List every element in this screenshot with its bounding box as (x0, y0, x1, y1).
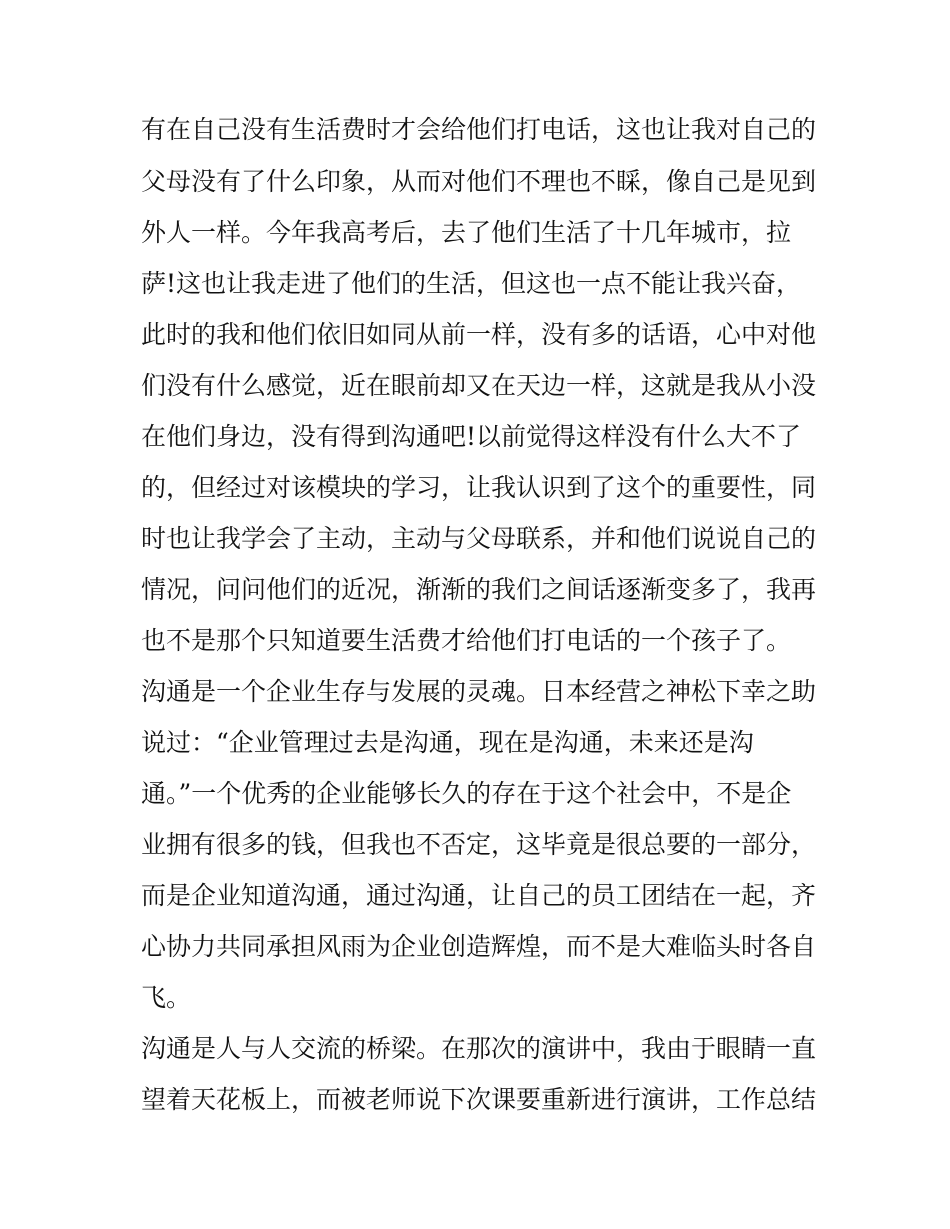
body-text-line: 情况，问问他们的近况，渐渐的我们之间话逐渐变多了，我再 (141, 575, 817, 604)
body-text-line: 业拥有很多的钱，但我也不否定，这毕竟是很总要的一部分， (141, 830, 817, 859)
body-text-line: 也不是那个只知道要生活费才给他们打电话的一个孩子了。 (141, 626, 792, 655)
body-text-line: 有在自己没有生活费时才会给他们打电话，这也让我对自己的 (141, 115, 817, 144)
body-text-line: 父母没有了什么印象，从而对他们不理也不睬，像自己是见到 (141, 167, 817, 196)
body-text-line: 而是企业知道沟通，通过沟通，让自己的员工团结在一起，齐 (141, 881, 817, 910)
body-text-line: 飞。 (141, 983, 192, 1012)
body-text-line: 们没有什么感觉，近在眼前却又在天边一样，这就是我从小没 (141, 371, 817, 400)
body-text-line: 萨!这也让我走进了他们的生活，但这也一点不能让我兴奋， (141, 269, 802, 298)
body-text-line: 沟通是人与人交流的桥梁。在那次的演讲中，我由于眼睛一直 (141, 1034, 817, 1063)
body-text-line: 的，但经过对该模块的学习，让我认识到了这个的重要性，同 (141, 473, 817, 502)
body-text-line: 时也让我学会了主动，主动与父母联系，并和他们说说自己的 (141, 524, 817, 553)
body-text-line: 说过：“企业管理过去是沟通，现在是沟通，未来还是沟 (141, 728, 754, 757)
body-text-line: 此时的我和他们依旧如同从前一样，没有多的话语，心中对他 (141, 320, 817, 349)
body-text-line: 外人一样。今年我高考后，去了他们生活了十几年城市，拉 (141, 218, 792, 247)
body-text-line: 在他们身边，没有得到沟通吧!以前觉得这样没有什么大不了 (141, 422, 802, 451)
body-text-line: 望着天花板上，而被老师说下次课要重新进行演讲，工作总结 (141, 1085, 817, 1114)
body-text-line: 沟通是一个企业生存与发展的灵魂。日本经营之神松下幸之助 (141, 677, 817, 706)
body-text-line: 通。”一个优秀的企业能够长久的存在于这个社会中，不是企 (141, 779, 792, 808)
body-text-line: 心协力共同承担风雨为企业创造辉煌，而不是大难临头时各自 (141, 932, 817, 961)
